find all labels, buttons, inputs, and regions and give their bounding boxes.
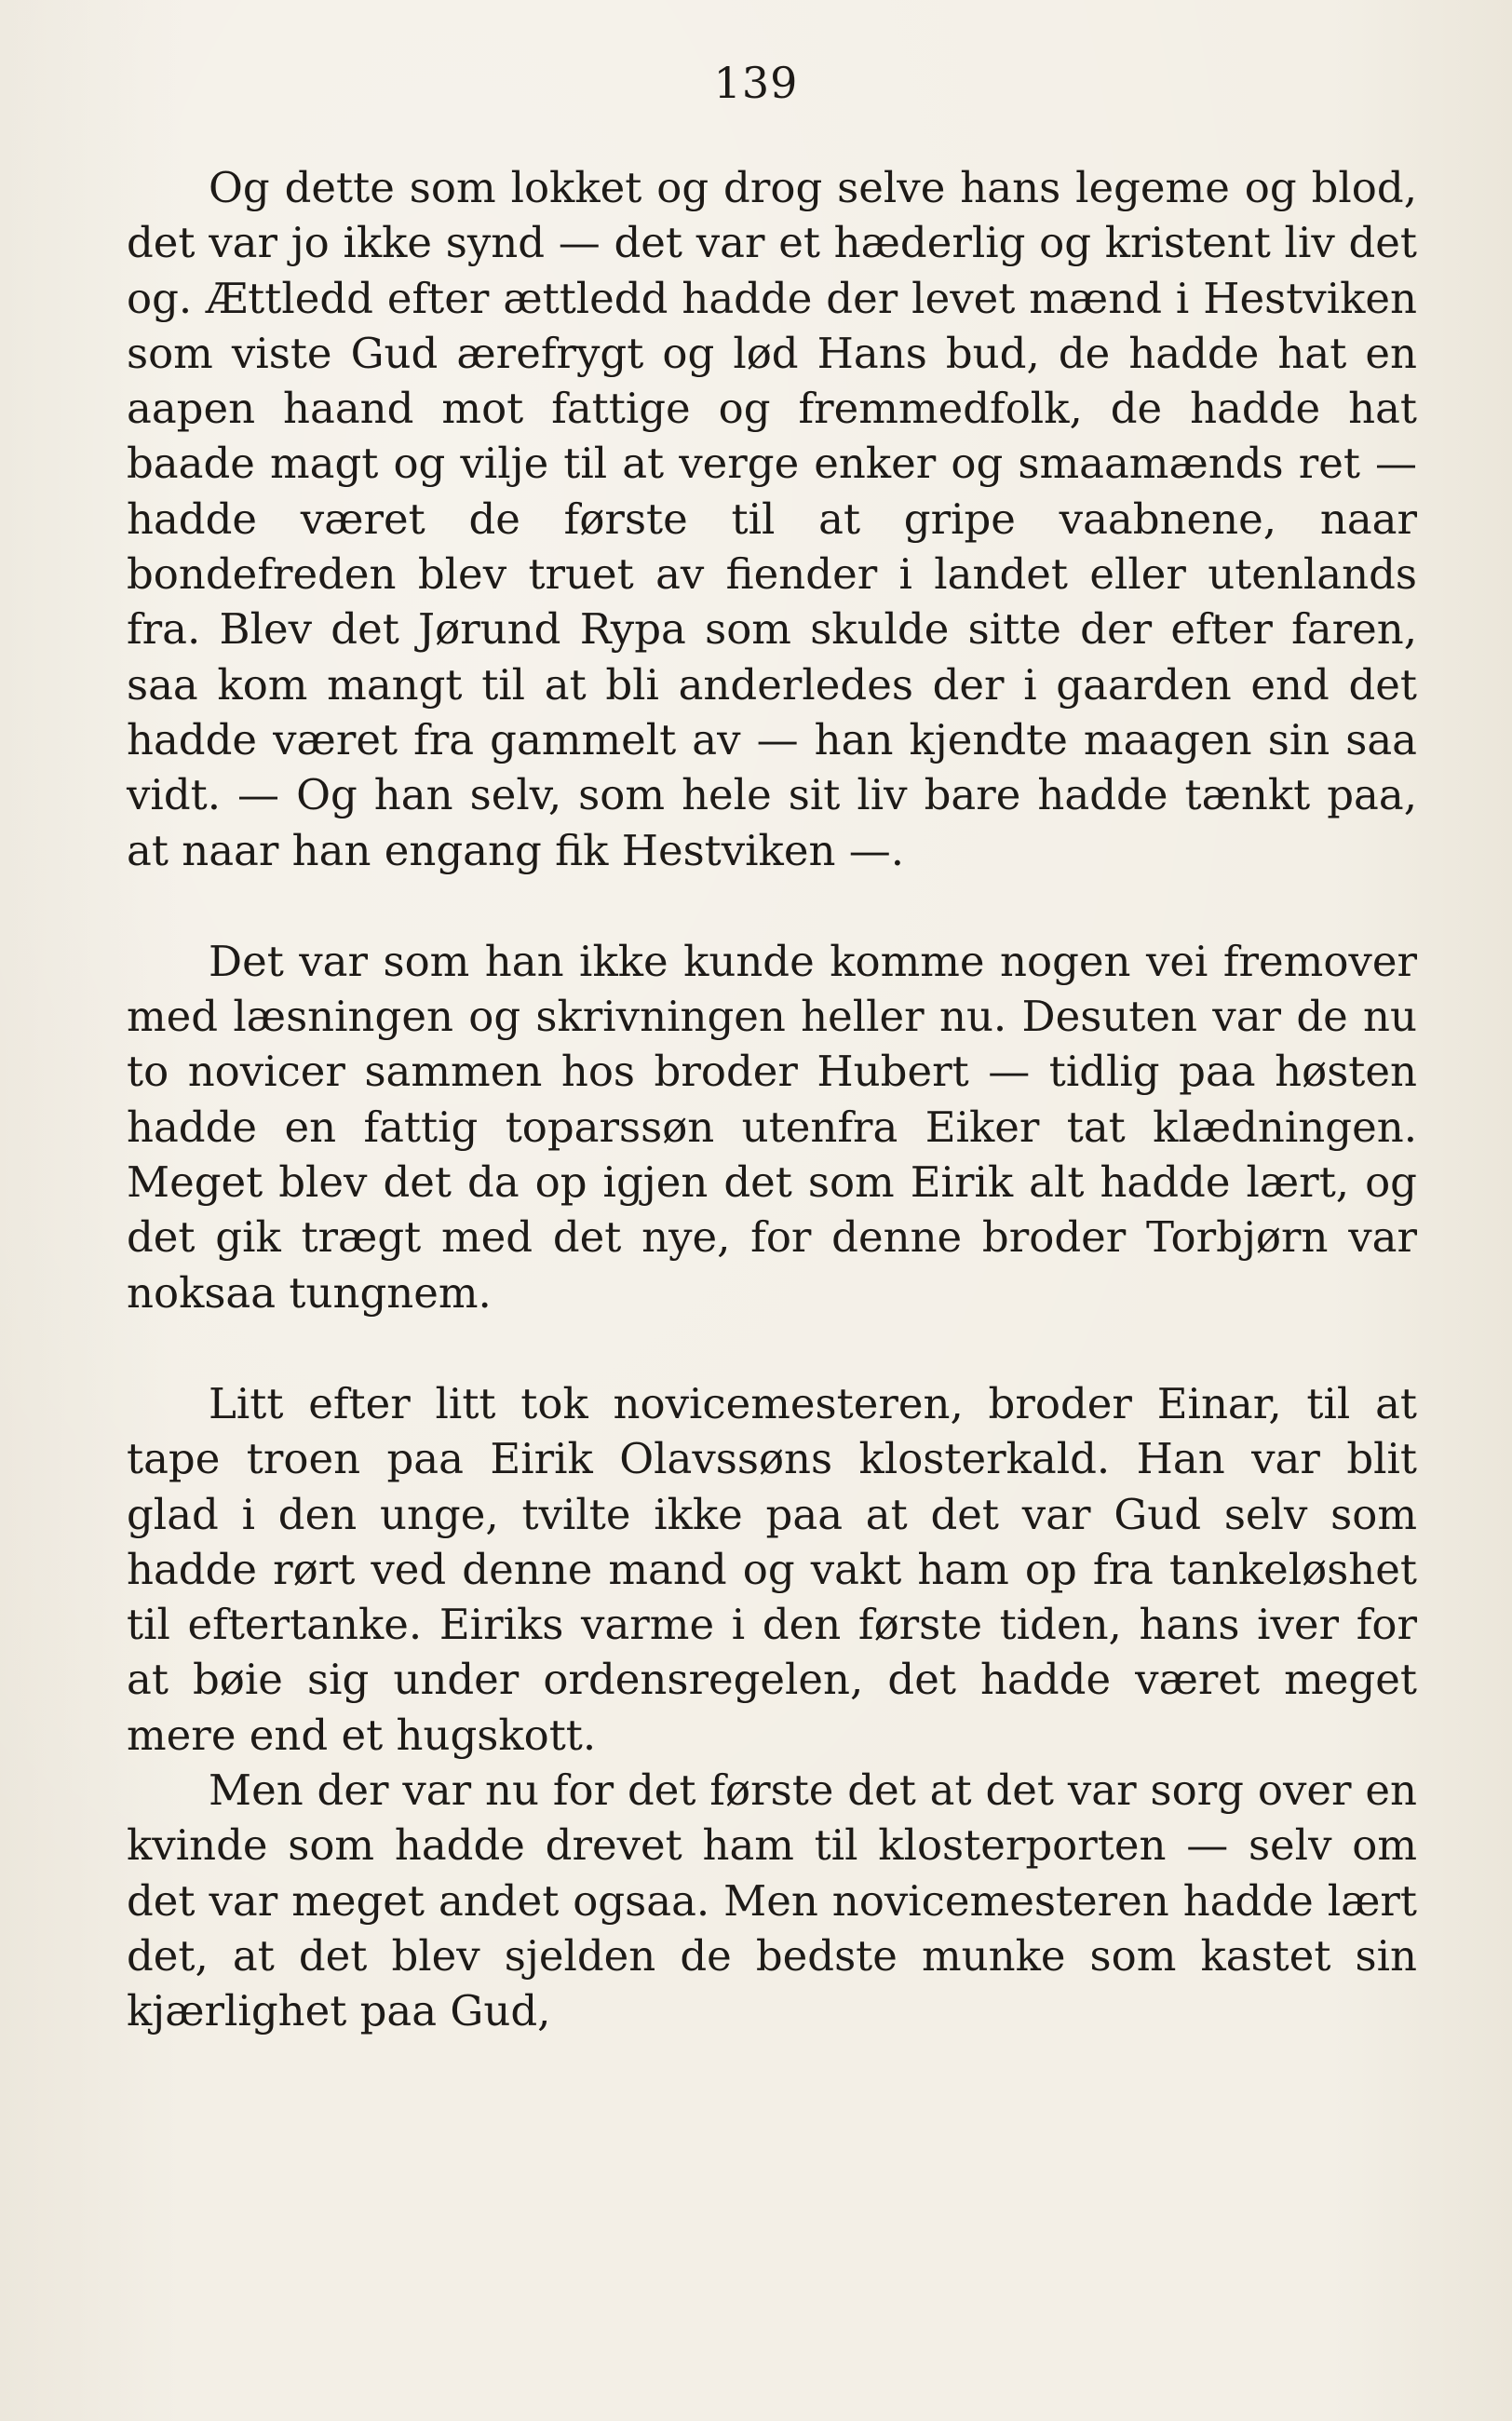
paragraph-3: Litt efter litt tok novicemesteren, broder Einar, til at tape troen paa Eirik Olavssøns klosterkald. Han var blit glad i den unge, tvilte ikke paa at det var Gud selv som hadde rørt ved denne mand og vakt ham op fra tankeløshet til eftertanke. Eiriks varme i den første tiden, hans iver for at bøie sig under ordensregelen, det hadde været meget mere end et hugskott. bbox=[127, 1378, 1417, 1760]
paragraph-4: Men der var nu for det første det at det var sorg over en kvinde som hadde drevet ham til klosterporten — selv om det var meget andet ogsaa. Men novicemesteren hadde lært det, at det blev sjelden de bedste munke som kastet sin kjærlighet paa Gud, bbox=[127, 1765, 1417, 2036]
page-number: 139 bbox=[713, 58, 799, 108]
paragraph-2: Det var som han ikke kunde komme nogen vei fremover med læsningen og skrivningen heller nu. Desuten var de nu to novicer sammen hos broder Hubert — tidlig paa høsten hadde en fattig toparssøn utenfra Eiker tat klædningen. Meget blev det da op igjen det som Eirik alt hadde lært, og det gik trægt med det nye, for denne broder Torbjørn var noksaa tungnem. bbox=[127, 936, 1417, 1318]
body-text bbox=[127, 160, 1417, 2039]
paragraph-1: Og dette som lokket og drog selve hans legeme og blod, det var jo ikke synd — det var et hæderlig og kristent liv det og. Ættledd efter ættledd hadde der levet mænd i Hestviken som viste Gud ærefrygt og lød Hans bud, de hadde hat en aapen haand mot fattige og fremmedfolk, de hadde hat baade magt og vilje til at verge enker og smaamænds ret — hadde været de første til at gripe vaabnene, naar bondefreden blev truet av fiender i landet eller utenlands fra. Blev det Jørund Rypa som skulde sitte der efter faren, saa kom mangt til at bli anderledes der i gaarden end det hadde været fra gammelt av — han kjendte maagen sin saa vidt. — Og han selv, som hele sit liv bare hadde tænkt paa, at naar han engang fik Hestviken —. bbox=[127, 163, 1417, 875]
